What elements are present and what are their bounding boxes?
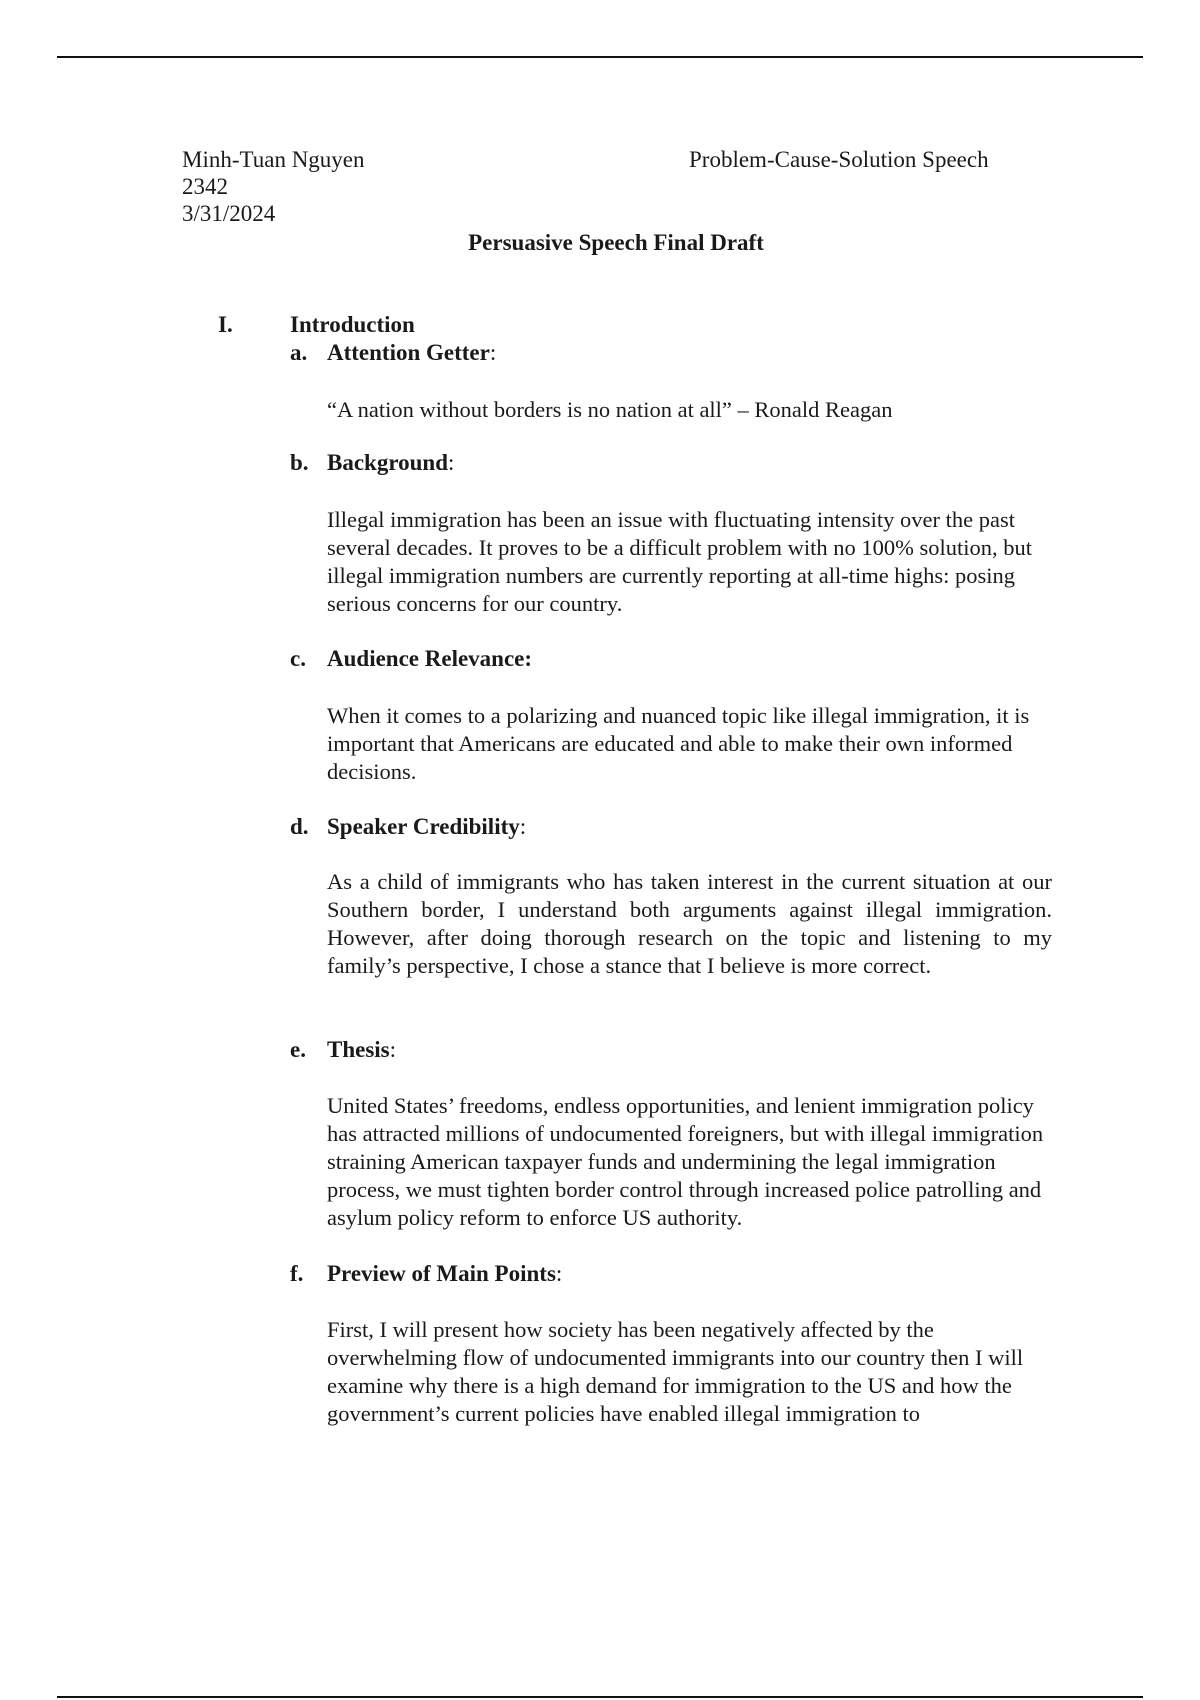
outline-item-thesis [290,1036,396,1064]
item-heading: Background [327,450,449,475]
outline-item-audience-relevance [290,645,532,673]
course-number: 2342 [182,174,228,199]
top-rule [57,56,1143,58]
item-heading: Speaker Credibility [327,814,520,839]
item-heading: Preview of Main Points [327,1261,556,1286]
speaker-credibility-text: As a child of immigrants who has taken interest in the current situation at our Southern border, I understand both arguments against illegal immigration. However, after doing thorough research on the topic and listening to my family’s perspective, I chose a stance that I believe is more correct. [327,869,1052,978]
item-colon: : [489,340,497,365]
item-letter: a. [290,340,308,365]
item-colon: : [448,450,455,475]
header-info [182,146,365,227]
section-heading: Introduction [290,312,415,337]
item-letter: b. [290,450,309,475]
author-name: Minh-Tuan Nguyen [182,147,365,172]
attention-getter-text: “A nation without borders is no nation at all” – Ronald Reagan [327,397,893,422]
date: 3/31/2024 [182,201,276,226]
preview-text: First, I will present how society has been negatively affected by the overwhelming flow of undocumented immigrants into our country then I will examine why there is a high demand for immigration to the US and how the government’s current policies have enabled illegal immigration to [327,1317,1024,1426]
outline-item-background [290,449,454,477]
item-letter: e. [290,1037,306,1062]
item-letter: c. [290,646,306,671]
speech-type: Problem-Cause-Solution Speech [689,147,989,172]
item-heading: Thesis [327,1037,390,1062]
page-title: Persuasive Speech Final Draft [468,230,764,255]
outline-item-attention-getter [290,339,496,367]
bottom-rule [57,1696,1143,1698]
item-letter: f. [290,1261,304,1286]
item-letter: d. [290,814,309,839]
item-colon: : [555,1261,563,1286]
section-numeral: I. [218,312,233,337]
outline-item-speaker-credibility [290,813,526,841]
item-heading: Attention Getter [327,340,490,365]
background-text: Illegal immigration has been an issue with fluctuating intensity over the past several decades. It proves to be a difficult problem with no 100% solution, but illegal immigration numbers are currently reporting at all-time highs: posing serious concerns for our country. [327,507,1033,616]
item-heading: Audience Relevance: [327,646,533,671]
item-colon: : [389,1037,397,1062]
outline-item-preview [290,1260,562,1288]
item-colon: : [519,814,527,839]
thesis-text: United States’ freedoms, endless opportunities, and lenient immigration policy has attracted millions of undocumented foreigners, but with illegal immigration straining American taxpayer funds and undermining the legal immigration process, we must tighten border control through increased police patrolling and asylum policy reform to enforce US authority. [327,1093,1044,1230]
audience-relevance-text: When it comes to a polarizing and nuanced topic like illegal immigration, it is important that Americans are educated and able to make their own informed decisions. [327,703,1030,784]
